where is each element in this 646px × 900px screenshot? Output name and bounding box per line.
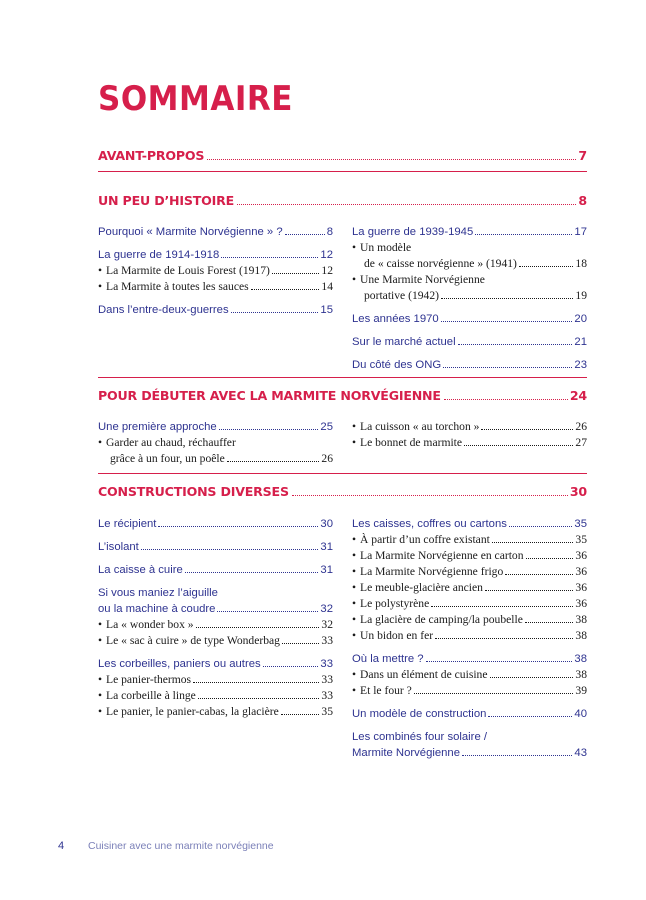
dot-leader (272, 273, 320, 274)
dot-leader (441, 321, 573, 322)
toc-subentry[interactable]: • Un bidon en fer 38 (352, 629, 587, 642)
section-label: UN PEU D’HISTOIRE (98, 193, 235, 208)
toc-entry[interactable] (352, 706, 587, 722)
entry-text: Les combinés four solaire / (352, 731, 488, 743)
constructions-right-column (352, 516, 587, 761)
section-histoire[interactable] (98, 193, 587, 208)
constructions-left-column (98, 516, 333, 720)
dot-leader (414, 693, 574, 694)
entry-page: 38 (575, 613, 587, 626)
section-page: 30 (569, 484, 587, 499)
dot-leader (492, 542, 574, 543)
entry-text: de « caisse norvégienne » (1941) (364, 257, 517, 270)
entry-page: 31 (320, 541, 333, 553)
entry-page: 33 (320, 658, 333, 670)
section-avant-propos[interactable] (98, 148, 587, 163)
dot-leader (198, 698, 320, 699)
toc-subentry[interactable]: • La Marmite Norvégienne en carton 36 (352, 549, 587, 562)
entry-text: La glacière de camping/la poubelle (360, 613, 523, 626)
entry-page: 33 (321, 634, 333, 647)
entry-text: Dans l’entre-deux-guerres (98, 304, 229, 316)
dot-leader (231, 312, 319, 313)
entry-text: Le polystyrène (360, 597, 430, 610)
entry-page: 12 (320, 249, 333, 261)
entry-text: Un modèle de construction (352, 708, 487, 720)
toc-subentry[interactable]: • La Marmite à toutes les sauces 14 (98, 280, 333, 293)
section-divider (98, 377, 587, 378)
entry-page: 18 (575, 257, 587, 270)
dot-leader (509, 526, 573, 527)
dot-leader (431, 606, 573, 607)
entry-page: 43 (574, 747, 587, 759)
debuter-right-column (352, 419, 587, 451)
dot-leader (207, 159, 576, 160)
entry-text: Les caisses, coffres ou cartons (352, 518, 507, 530)
entry-text: L’isolant (98, 541, 139, 553)
entry-text: Le bonnet de marmite (360, 436, 463, 449)
entry-page: 31 (320, 564, 333, 576)
entry-text: Dans un élément de cuisine (360, 668, 488, 681)
entry-text: La caisse à cuire (98, 564, 183, 576)
entry-text: Un bidon en fer (360, 629, 434, 642)
dot-leader (475, 234, 572, 235)
entry-text: Le récipient (98, 518, 157, 530)
toc-subentry[interactable]: • Un modèle de « caisse norvégienne » (1941) 18 (352, 241, 587, 270)
entry-text: portative (1942) (364, 289, 440, 302)
entry-page: 32 (321, 618, 333, 631)
entry-page: 38 (575, 668, 587, 681)
dot-leader (285, 234, 325, 235)
debuter-left-column (98, 419, 333, 467)
dot-leader (227, 461, 320, 462)
toc-subentry[interactable]: • Dans un élément de cuisine 38 (352, 668, 587, 681)
entry-text: Garder au chaud, réchauffer (106, 436, 236, 449)
toc-entry[interactable] (352, 516, 587, 532)
entry-text: Le meuble-glacière ancien (360, 581, 483, 594)
entry-text: La Marmite Norvégienne frigo (360, 565, 504, 578)
entry-page: 17 (574, 226, 587, 238)
entry-page: 26 (321, 452, 333, 465)
toc-entry[interactable] (352, 311, 587, 327)
dot-leader (282, 643, 319, 644)
page-title: SOMMAIRE (98, 80, 293, 119)
dot-leader (462, 755, 572, 756)
dot-leader (481, 429, 573, 430)
entry-text: La Marmite de Louis Forest (1917) (106, 264, 270, 277)
dot-leader (219, 429, 319, 430)
toc-entry[interactable] (98, 419, 333, 435)
section-divider (98, 171, 587, 172)
entry-page: 23 (574, 359, 587, 371)
entry-page: 30 (320, 518, 333, 530)
toc-subentry[interactable]: • Garder au chaud, réchauffer grâce à un four, un poêle 26 (98, 436, 333, 465)
entry-page: 20 (574, 313, 587, 325)
entry-page: 39 (575, 684, 587, 697)
dot-leader (519, 266, 573, 267)
section-debuter[interactable] (98, 388, 587, 403)
toc-entry[interactable] (98, 247, 333, 263)
entry-text: Où la mettre ? (352, 653, 424, 665)
running-footer-title: Cuisiner avec une marmite norvégienne (88, 840, 274, 852)
entry-page: 21 (574, 336, 587, 348)
entry-text: À partir d’un coffre existant (360, 533, 490, 546)
histoire-left-column (98, 224, 333, 318)
dot-leader (488, 716, 572, 717)
dot-leader (281, 714, 320, 715)
toc-entry[interactable] (98, 656, 333, 672)
toc-subentry[interactable]: • Le bonnet de marmite 27 (352, 436, 587, 449)
entry-text: ou la machine à coudre (98, 603, 216, 615)
dot-leader (464, 445, 573, 446)
entry-page: 12 (321, 264, 333, 277)
entry-page: 26 (575, 420, 587, 433)
entry-text: Pourquoi « Marmite Norvégienne » ? (98, 226, 283, 238)
entry-text: La guerre de 1914-1918 (98, 249, 220, 261)
toc-subentry[interactable]: • Une Marmite Norvégienne portative (1942) 19 (352, 273, 587, 302)
entry-page: 32 (320, 603, 333, 615)
toc-subentry[interactable]: • La Marmite Norvégienne frigo 36 (352, 565, 587, 578)
entry-page: 36 (575, 581, 587, 594)
toc-entry[interactable] (352, 729, 587, 761)
entry-page: 38 (575, 629, 587, 642)
entry-page: 35 (321, 705, 333, 718)
dot-leader (485, 590, 573, 591)
section-label: POUR DÉBUTER AVEC LA MARMITE NORVÉGIENNE (98, 388, 441, 403)
dot-leader (292, 495, 568, 496)
toc-subentry[interactable]: • Le polystyrène 36 (352, 597, 587, 610)
toc-entry[interactable] (98, 516, 333, 532)
entry-text: La corbeille à linge (106, 689, 196, 702)
entry-text: Marmite Norvégienne (352, 747, 460, 759)
dot-leader (196, 627, 320, 628)
entry-text: Une Marmite Norvégienne (360, 273, 485, 286)
dot-leader (444, 399, 568, 400)
entry-page: 40 (574, 708, 587, 720)
section-page: 24 (569, 388, 587, 403)
toc-subentry[interactable]: • Le panier-thermos 33 (98, 673, 333, 686)
toc-entry[interactable] (98, 302, 333, 318)
entry-page: 14 (321, 280, 333, 293)
entry-page: 8 (326, 226, 333, 238)
dot-leader (237, 204, 576, 205)
entry-text: La Marmite à toutes les sauces (106, 280, 249, 293)
toc-subentry[interactable]: • La glacière de camping/la poubelle 38 (352, 613, 587, 626)
toc-subentry[interactable]: • La cuisson « au torchon » 26 (352, 420, 587, 433)
entry-text: La cuisson « au torchon » (360, 420, 480, 433)
entry-page: 19 (575, 289, 587, 302)
dot-leader (185, 572, 319, 573)
entry-page: 27 (575, 436, 587, 449)
entry-text: La Marmite Norvégienne en carton (360, 549, 524, 562)
entry-text: grâce à un four, un poêle (110, 452, 225, 465)
toc-subentry[interactable]: • Le meuble-glacière ancien 36 (352, 581, 587, 594)
entry-page: 33 (321, 673, 333, 686)
dot-leader (251, 289, 320, 290)
toc-subentry[interactable]: • La « wonder box » 32 (98, 618, 333, 631)
entry-text: Le « sac à cuire » de type Wonderbag (106, 634, 280, 647)
dot-leader (435, 638, 573, 639)
toc-entry[interactable] (98, 585, 333, 617)
section-divider (98, 473, 587, 474)
toc-subentry[interactable]: • Et le four ? 39 (352, 684, 587, 697)
toc-entry[interactable] (352, 334, 587, 350)
entry-text: Le panier-thermos (106, 673, 192, 686)
entry-text: Le panier, le panier-cabas, la glacière (106, 705, 279, 718)
section-label: AVANT-PROPOS (98, 148, 205, 163)
dot-leader (526, 558, 574, 559)
entry-text: Sur le marché actuel (352, 336, 456, 348)
entry-text: Si vous maniez l’aiguille (98, 587, 218, 599)
toc-entry[interactable] (352, 357, 587, 373)
toc-entry[interactable] (98, 224, 333, 240)
section-page: 7 (578, 148, 587, 163)
entry-text: Un modèle (360, 241, 412, 254)
dot-leader (217, 611, 318, 612)
entry-page: 38 (574, 653, 587, 665)
folio-page-number: 4 (58, 840, 65, 852)
dot-leader (458, 344, 573, 345)
entry-page: 35 (575, 533, 587, 546)
toc-subentry[interactable]: • La corbeille à linge 33 (98, 689, 333, 702)
dot-leader (490, 677, 574, 678)
toc-entry[interactable] (352, 224, 587, 240)
entry-page: 15 (320, 304, 333, 316)
entry-text: La « wonder box » (106, 618, 194, 631)
dot-leader (525, 622, 574, 623)
section-page: 8 (578, 193, 587, 208)
dot-leader (221, 257, 318, 258)
toc-entry[interactable] (98, 539, 333, 555)
toc-subentry[interactable]: • À partir d’un coffre existant 35 (352, 533, 587, 546)
dot-leader (505, 574, 573, 575)
section-label: CONSTRUCTIONS DIVERSES (98, 484, 289, 499)
histoire-right-column (352, 224, 587, 373)
dot-leader (141, 549, 319, 550)
entry-text: La guerre de 1939-1945 (352, 226, 474, 238)
dot-leader (158, 526, 318, 527)
dot-leader (193, 682, 319, 683)
entry-page: 25 (320, 421, 333, 433)
section-constructions[interactable] (98, 484, 587, 499)
dot-leader (443, 367, 572, 368)
entry-text: Une première approche (98, 421, 217, 433)
dot-leader (441, 298, 573, 299)
dot-leader (263, 666, 319, 667)
entry-text: Les corbeilles, paniers ou autres (98, 658, 261, 670)
entry-page: 33 (321, 689, 333, 702)
toc-entry[interactable] (352, 651, 587, 667)
toc-entry[interactable] (98, 562, 333, 578)
toc-subentry[interactable]: • Le « sac à cuire » de type Wonderbag 33 (98, 634, 333, 647)
entry-text: Et le four ? (360, 684, 412, 697)
entry-page: 36 (575, 597, 587, 610)
entry-text: Les années 1970 (352, 313, 439, 325)
toc-subentry[interactable]: • Le panier, le panier-cabas, la glacière 35 (98, 705, 333, 718)
toc-subentry[interactable]: • La Marmite de Louis Forest (1917) 12 (98, 264, 333, 277)
entry-page: 35 (574, 518, 587, 530)
entry-page: 36 (575, 565, 587, 578)
dot-leader (426, 661, 573, 662)
entry-text: Du côté des ONG (352, 359, 442, 371)
entry-page: 36 (575, 549, 587, 562)
